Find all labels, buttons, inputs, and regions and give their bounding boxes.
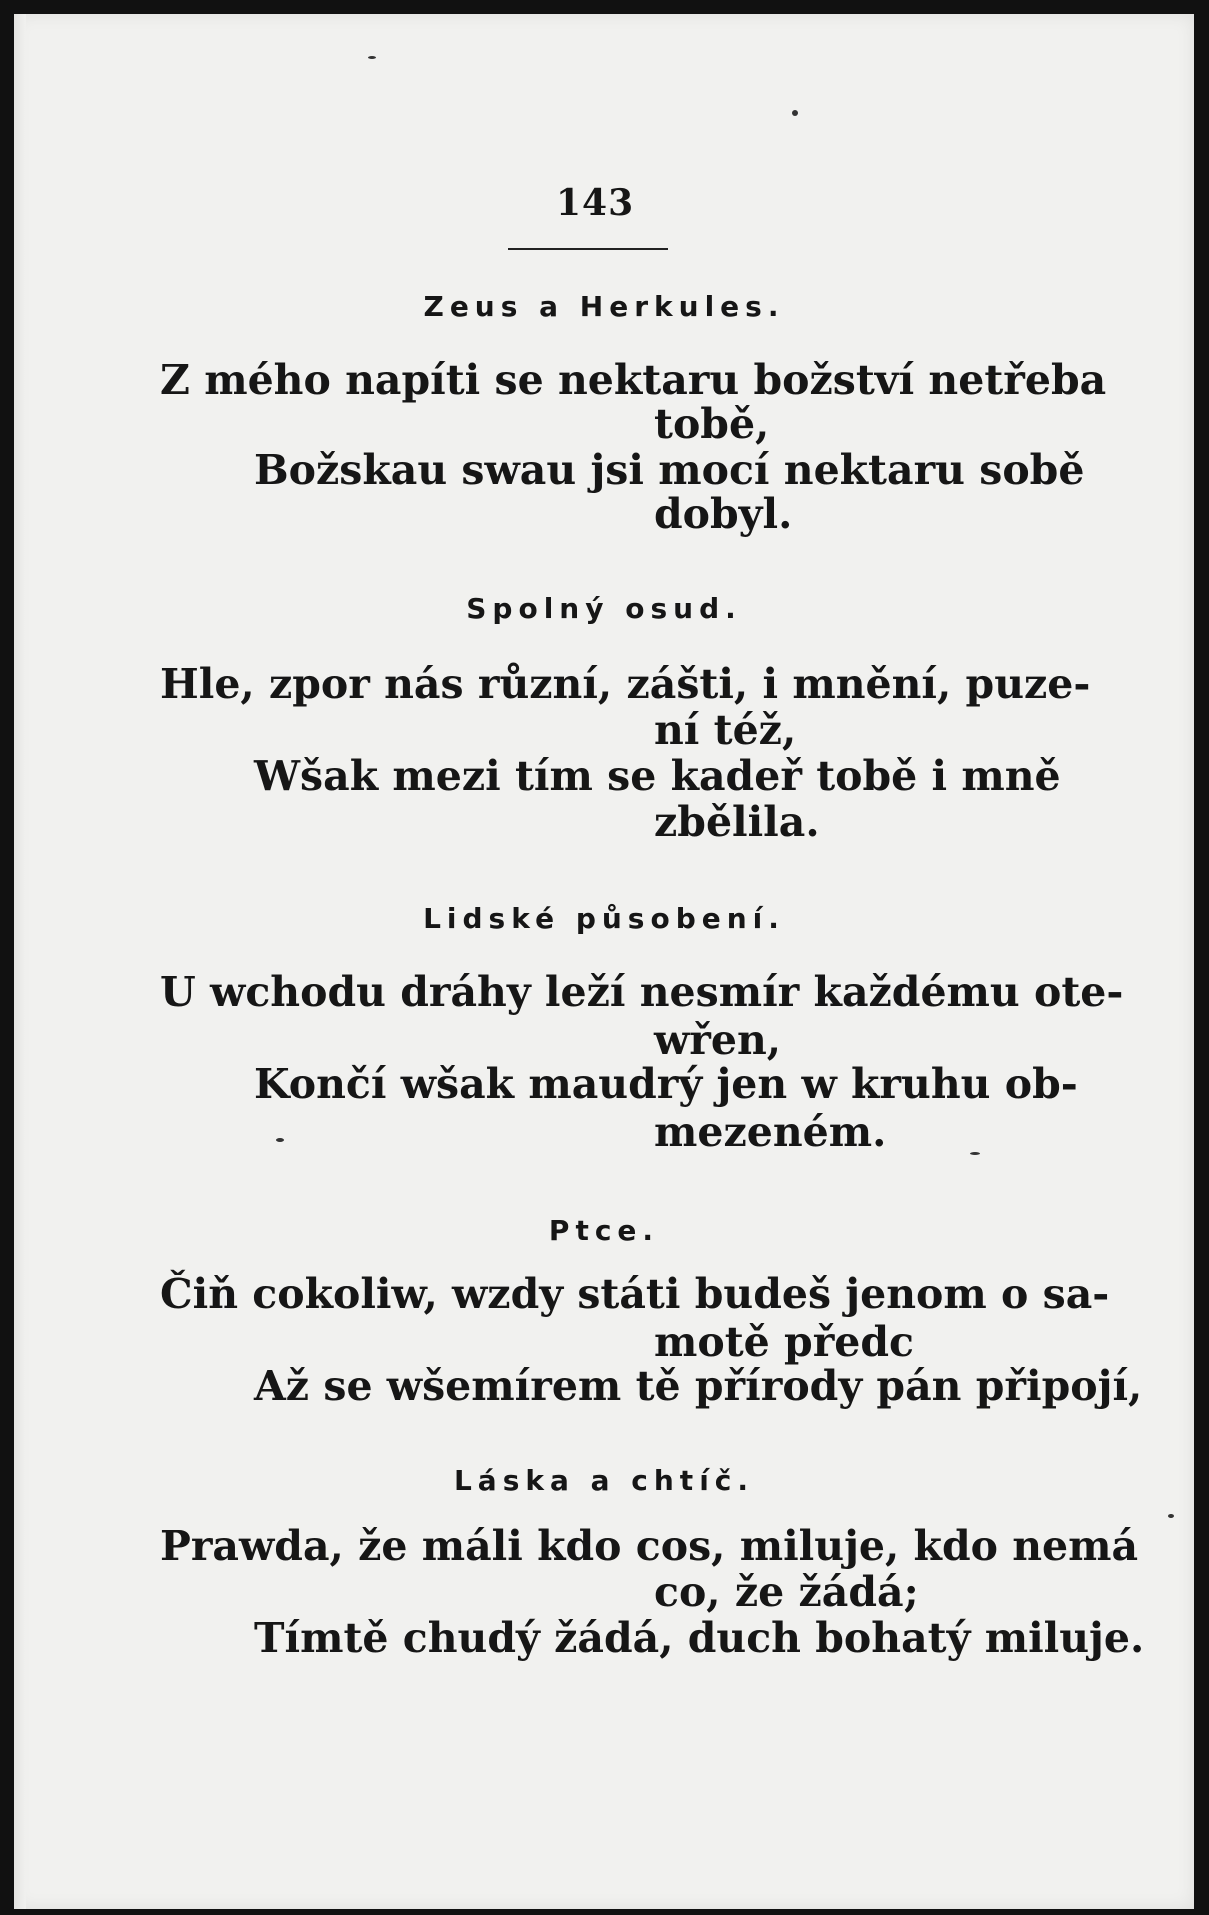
verse-line: Wšak mezi tím se kadeř tobě i mně [254,752,1061,800]
page-number-rule [508,248,668,250]
section-title: Láska a chtíč. [453,1464,755,1497]
print-speck [368,56,376,59]
verse-line: U wchodu dráhy leží nesmír každému ote- [160,968,1124,1016]
verse-line: Z mého napíti se nektaru božství netřeba [160,356,1107,404]
section-title: Lidské působení. [423,902,785,935]
section-title: Spolný osud. [466,592,742,625]
verse-line: dobyl. [654,490,793,538]
print-speck [1168,1514,1174,1518]
verse-line: Čiň cokoliw, wzdy státi budeš jenom o sa- [160,1270,1110,1318]
page-number: 143 [556,182,635,224]
verse-line: mezeném. [654,1108,887,1156]
verse-line: Tímtě chudý žádá, duch bohatý miluje. [254,1614,1145,1662]
verse-line: Končí wšak maudrý jen w kruhu ob- [254,1060,1078,1108]
section-title: Ptce. [548,1214,660,1247]
print-speck [276,1138,284,1142]
verse-line: wřen, [654,1016,782,1064]
verse-line: ní též, [654,706,797,754]
verse-line: zbělila. [654,798,820,846]
verse-line: Božskau swau jsi mocí nektaru sobě [254,446,1085,494]
verse-line: Prawda, že máli kdo cos, miluje, kdo nemá [160,1522,1139,1570]
print-speck [970,1152,980,1155]
print-speck [792,110,798,116]
verse-line: Až se wšemírem tě přírody pán připojí, [254,1362,1143,1410]
book-page [14,14,1194,1909]
verse-line: co, že žádá; [654,1568,919,1616]
verse-line: motě předc [654,1318,915,1366]
verse-line: Hle, zpor nás různí, zášti, i mnění, puze- [160,660,1091,708]
section-title: Zeus a Herkules. [423,290,785,323]
verse-line: tobě, [654,400,770,448]
